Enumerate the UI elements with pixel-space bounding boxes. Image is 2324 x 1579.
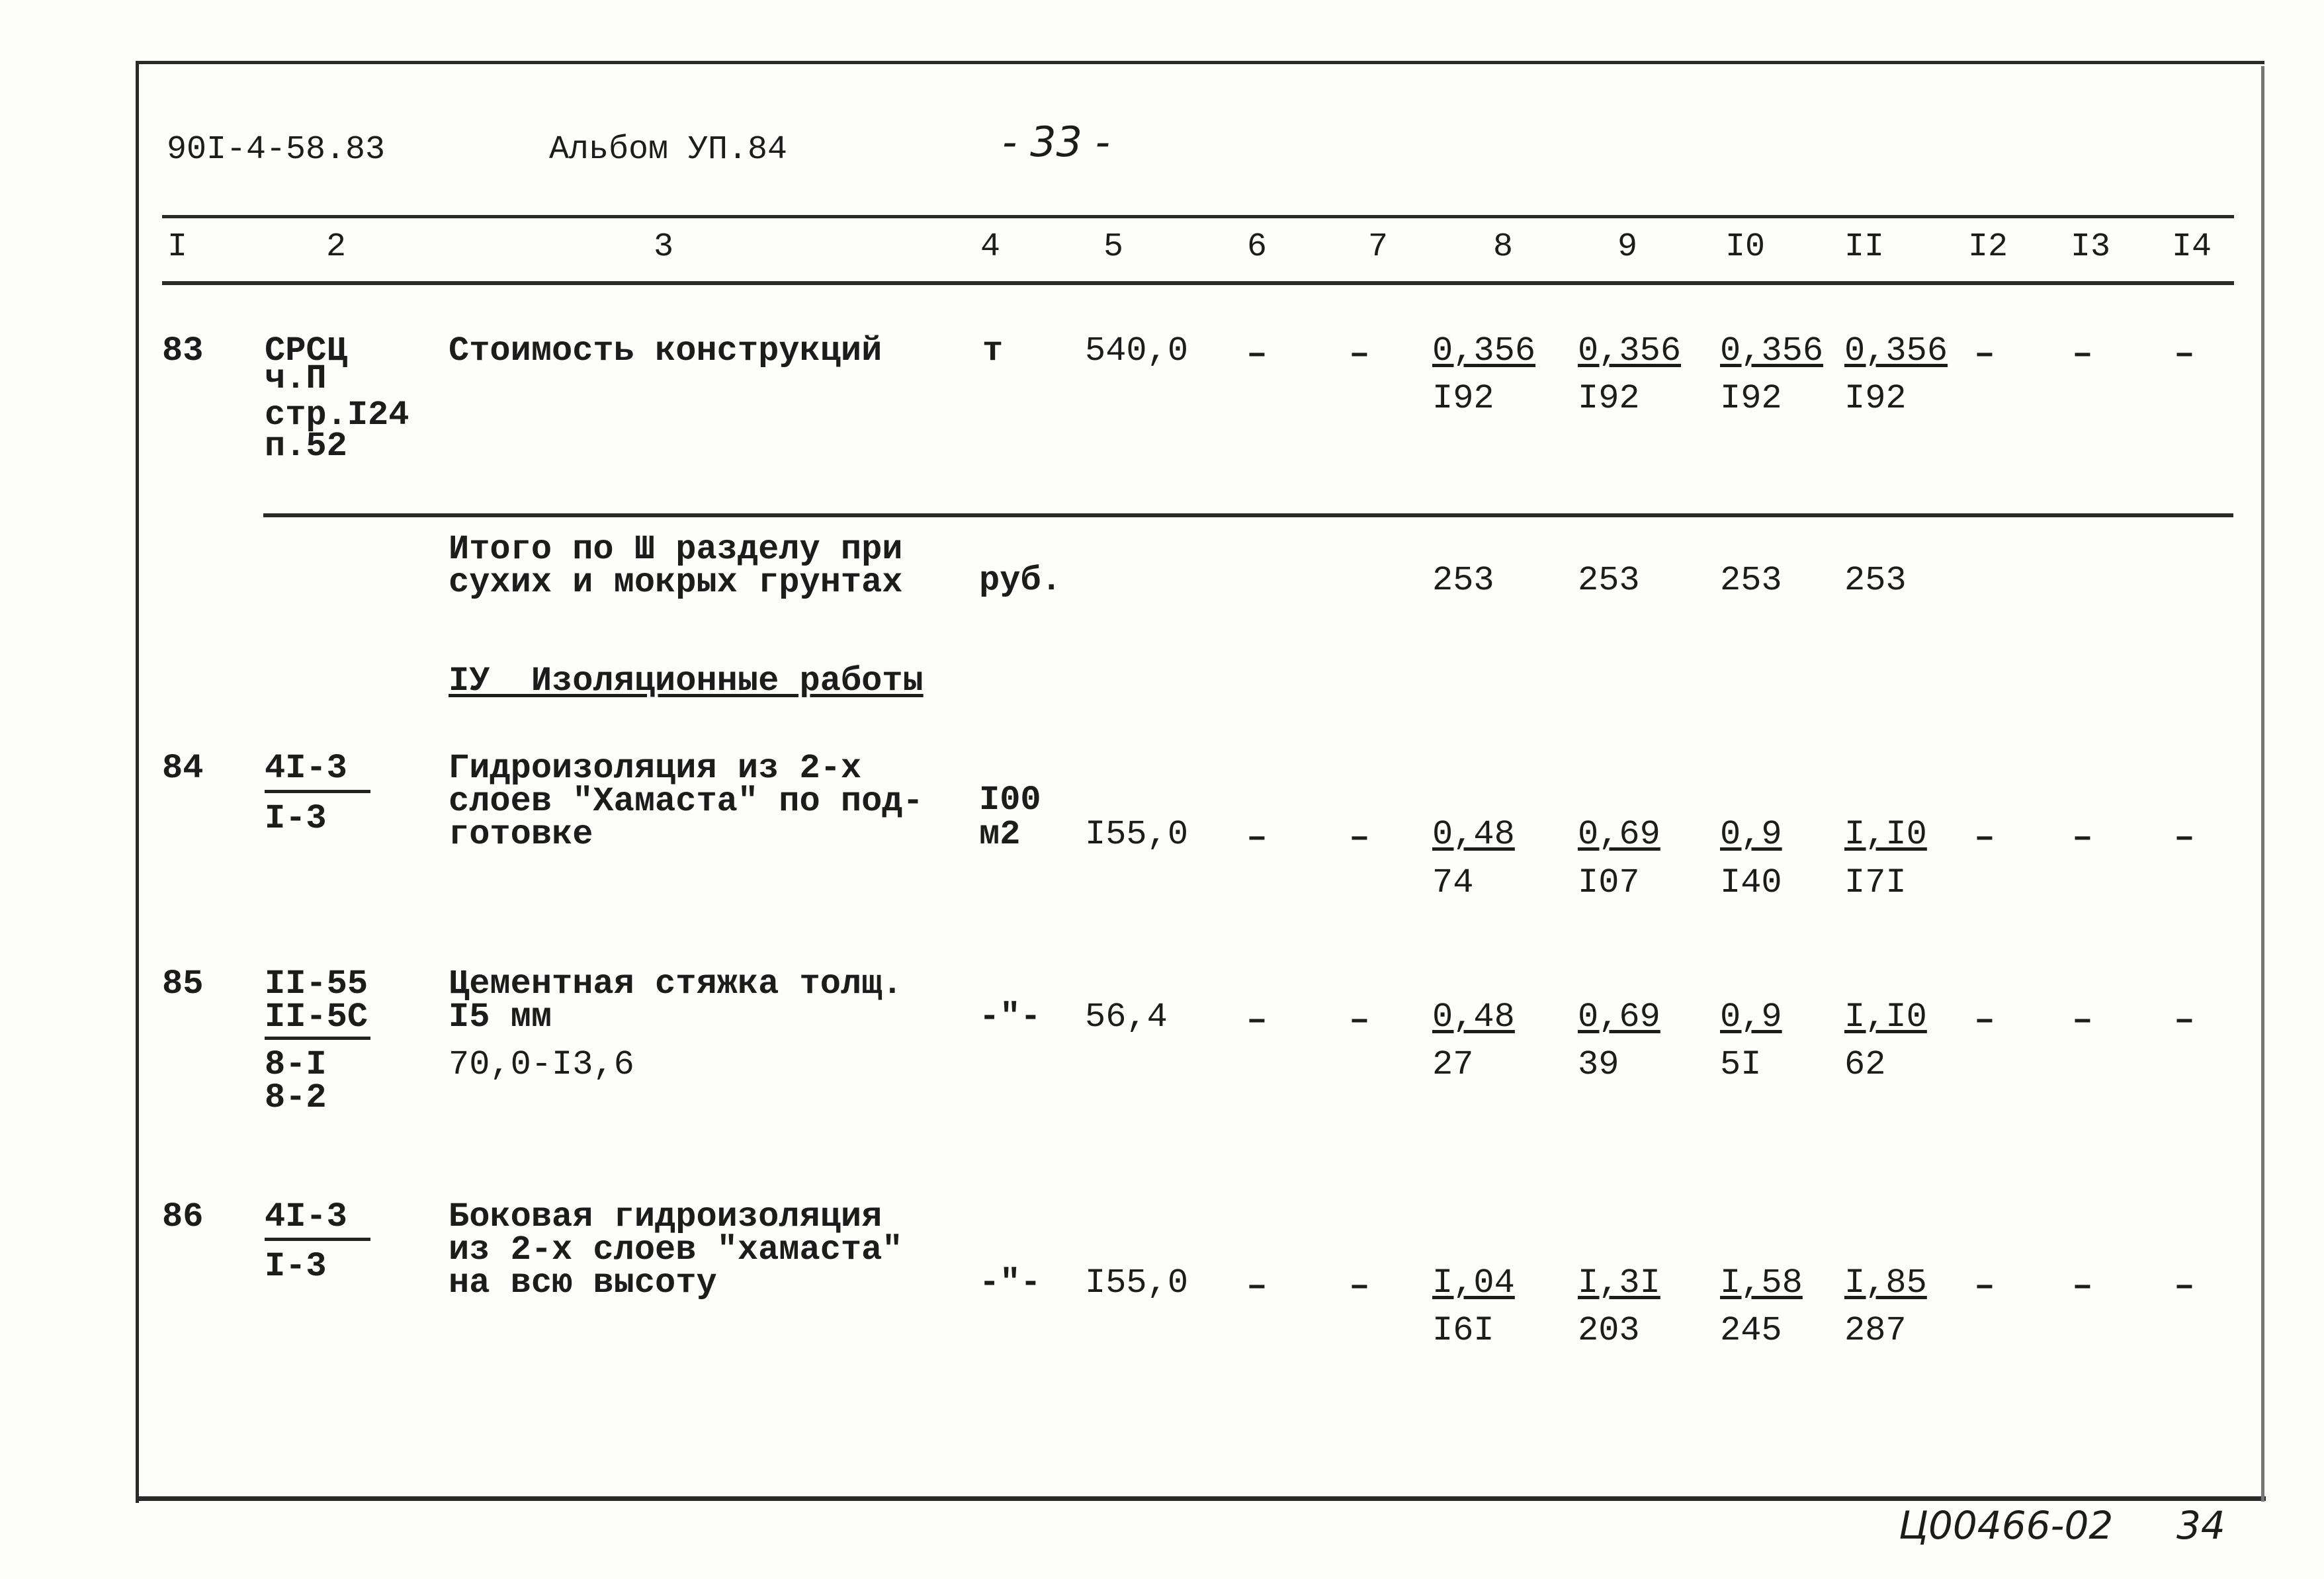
dash-col7: – (1349, 1267, 1370, 1306)
cost-value: I07 (1578, 863, 1640, 902)
dash-col14: – (2174, 335, 2195, 374)
dash-col7: – (1349, 1001, 1370, 1040)
item-name: на всю высоту (449, 1263, 717, 1302)
column-number: I (167, 228, 187, 266)
cost-value: I7I (1844, 863, 1907, 902)
cost-value: I92 (1844, 379, 1907, 418)
subtotal-value: 253 (1720, 561, 1782, 600)
fraction-line (265, 1037, 370, 1040)
column-number: 5 (1103, 228, 1123, 266)
dash-col12: – (1974, 1267, 1995, 1306)
dash-col12: – (1974, 335, 1995, 374)
norm-value: 0,356 (1578, 331, 1682, 370)
item-name: Цементная стяжка толщ. (449, 964, 903, 1003)
cost-value: 203 (1578, 1311, 1640, 1350)
dash-col6: – (1246, 335, 1268, 374)
dash-col13: – (2072, 335, 2093, 374)
norm-value: I,I0 (1844, 998, 1927, 1037)
item-name: готовке (449, 815, 593, 854)
dash-col13: – (2072, 1267, 2093, 1306)
norm-value: I,58 (1720, 1263, 1803, 1302)
cost-value: 27 (1432, 1045, 1474, 1084)
quantity: 540,0 (1085, 331, 1189, 370)
dash-col14: – (2174, 1267, 2195, 1306)
dash-col13: – (2072, 818, 2093, 857)
frame-top-line (136, 61, 2264, 64)
code-line: 4I-3 (265, 1197, 347, 1236)
page-number: - 33 - (1002, 118, 1111, 166)
dash-col6: – (1246, 818, 1268, 857)
frame-left-line (136, 61, 139, 1503)
dash-col14: – (2174, 818, 2195, 857)
dash-col6: – (1246, 1001, 1268, 1040)
code-line: 8-2 (265, 1078, 327, 1117)
dash-col13: – (2072, 1001, 2093, 1040)
code-line: 8-I (265, 1045, 327, 1084)
norm-value: 0,9 (1720, 998, 1782, 1037)
dash-col6: – (1246, 1267, 1268, 1306)
column-number: 7 (1367, 228, 1388, 266)
unit: -"- (979, 998, 1041, 1037)
column-number: I3 (2070, 228, 2110, 266)
norm-value: 0,48 (1432, 998, 1515, 1037)
norm-value: I,04 (1432, 1263, 1515, 1302)
item-name: из 2-х слоев "хамаста" (449, 1230, 903, 1269)
code-line: II-5С (265, 998, 368, 1037)
frame-bottom-line (139, 1496, 2266, 1501)
unit: т (982, 331, 1004, 370)
document-code: 90I-4-58.83 (167, 131, 386, 169)
column-number: 2 (325, 228, 346, 266)
column-number: 9 (1617, 228, 1637, 266)
code-line: I-3 (265, 799, 327, 838)
subtotal-value: 253 (1432, 561, 1494, 600)
item-name: Гидроизоляция из 2-х (449, 749, 862, 788)
unit: I00 (979, 781, 1041, 820)
fraction-line (265, 1238, 370, 1241)
item-name: слоев "Хамаста" по под- (449, 782, 924, 821)
code-line: стр.I24 (265, 396, 409, 435)
cost-value: I92 (1432, 379, 1494, 418)
fraction-line (265, 790, 370, 793)
column-number: I4 (2171, 228, 2212, 266)
norm-value: 0,69 (1578, 998, 1660, 1037)
cost-value: I92 (1578, 379, 1640, 418)
row-number: 84 (162, 749, 204, 788)
subtotal-label: сухих и мокрых грунтах (449, 563, 903, 602)
frame-right-line (2261, 66, 2264, 1502)
norm-value: 0,69 (1578, 815, 1660, 854)
cost-value: 62 (1844, 1045, 1886, 1084)
item-name: Стоимость конструкций (449, 331, 882, 370)
unit: -"- (979, 1263, 1041, 1302)
code-line: II-55 (265, 964, 368, 1003)
row-number: 83 (162, 331, 204, 370)
norm-value: 0,48 (1432, 815, 1515, 854)
dash-col14: – (2174, 1001, 2195, 1040)
dash-col7: – (1349, 335, 1370, 374)
quantity: 56,4 (1085, 998, 1168, 1037)
column-number: 3 (653, 228, 673, 266)
cost-value: I92 (1720, 379, 1782, 418)
cost-value: 74 (1432, 863, 1474, 902)
norm-value: I,3I (1578, 1263, 1660, 1302)
unit: м2 (979, 815, 1021, 854)
cost-value: 245 (1720, 1311, 1782, 1350)
column-number: 4 (980, 228, 1000, 266)
norm-value: 0,356 (1720, 331, 1824, 370)
column-number: I0 (1725, 228, 1765, 266)
dash-col12: – (1974, 1001, 1995, 1040)
row-number: 86 (162, 1197, 204, 1236)
column-number: II (1844, 228, 1884, 266)
column-number: 6 (1246, 228, 1267, 266)
subtotal-value: 253 (1578, 561, 1640, 600)
cost-value: 287 (1844, 1311, 1907, 1350)
norm-value: 0,9 (1720, 815, 1782, 854)
column-number: 8 (1492, 228, 1513, 266)
album-label: Альбом УП.84 (549, 131, 788, 169)
code-line: СРСЦ (265, 331, 347, 370)
column-number: I2 (1967, 228, 2008, 266)
code-line: I-3 (265, 1247, 327, 1286)
code-line: п.52 (265, 427, 347, 466)
quantity: I55,0 (1085, 815, 1189, 854)
norm-value: 0,356 (1844, 331, 1948, 370)
item-name: Боковая гидроизоляция (449, 1197, 882, 1236)
header-rule-top (162, 215, 2234, 218)
item-name: I5 мм (449, 998, 552, 1037)
cost-value: 5I (1720, 1045, 1762, 1084)
section-rule (263, 513, 2233, 517)
code-line: 4I-3 (265, 749, 347, 788)
subtotal-label: Итого по Ш разделу при (449, 530, 903, 569)
norm-value: 0,356 (1432, 331, 1536, 370)
cost-value: 39 (1578, 1045, 1619, 1084)
norm-value: I,85 (1844, 1263, 1927, 1302)
archive-stamp: Ц00466-02 (1899, 1503, 2114, 1548)
row-number: 85 (162, 964, 204, 1003)
subtotal-value: 253 (1844, 561, 1907, 600)
norm-value: I,I0 (1844, 815, 1927, 854)
quantity: I55,0 (1085, 1263, 1189, 1302)
sheet-number: 34 (2176, 1503, 2225, 1548)
unit: руб. (979, 561, 1062, 600)
code-line: ч.П (265, 359, 327, 398)
dash-col7: – (1349, 818, 1370, 857)
item-name: 70,0-I3,6 (449, 1045, 634, 1084)
dash-col12: – (1974, 818, 1995, 857)
cost-value: I40 (1720, 863, 1782, 902)
cost-value: I6I (1432, 1311, 1494, 1350)
header-rule-bottom (162, 281, 2234, 285)
section-heading: IУ Изоляционные работы (449, 661, 924, 701)
